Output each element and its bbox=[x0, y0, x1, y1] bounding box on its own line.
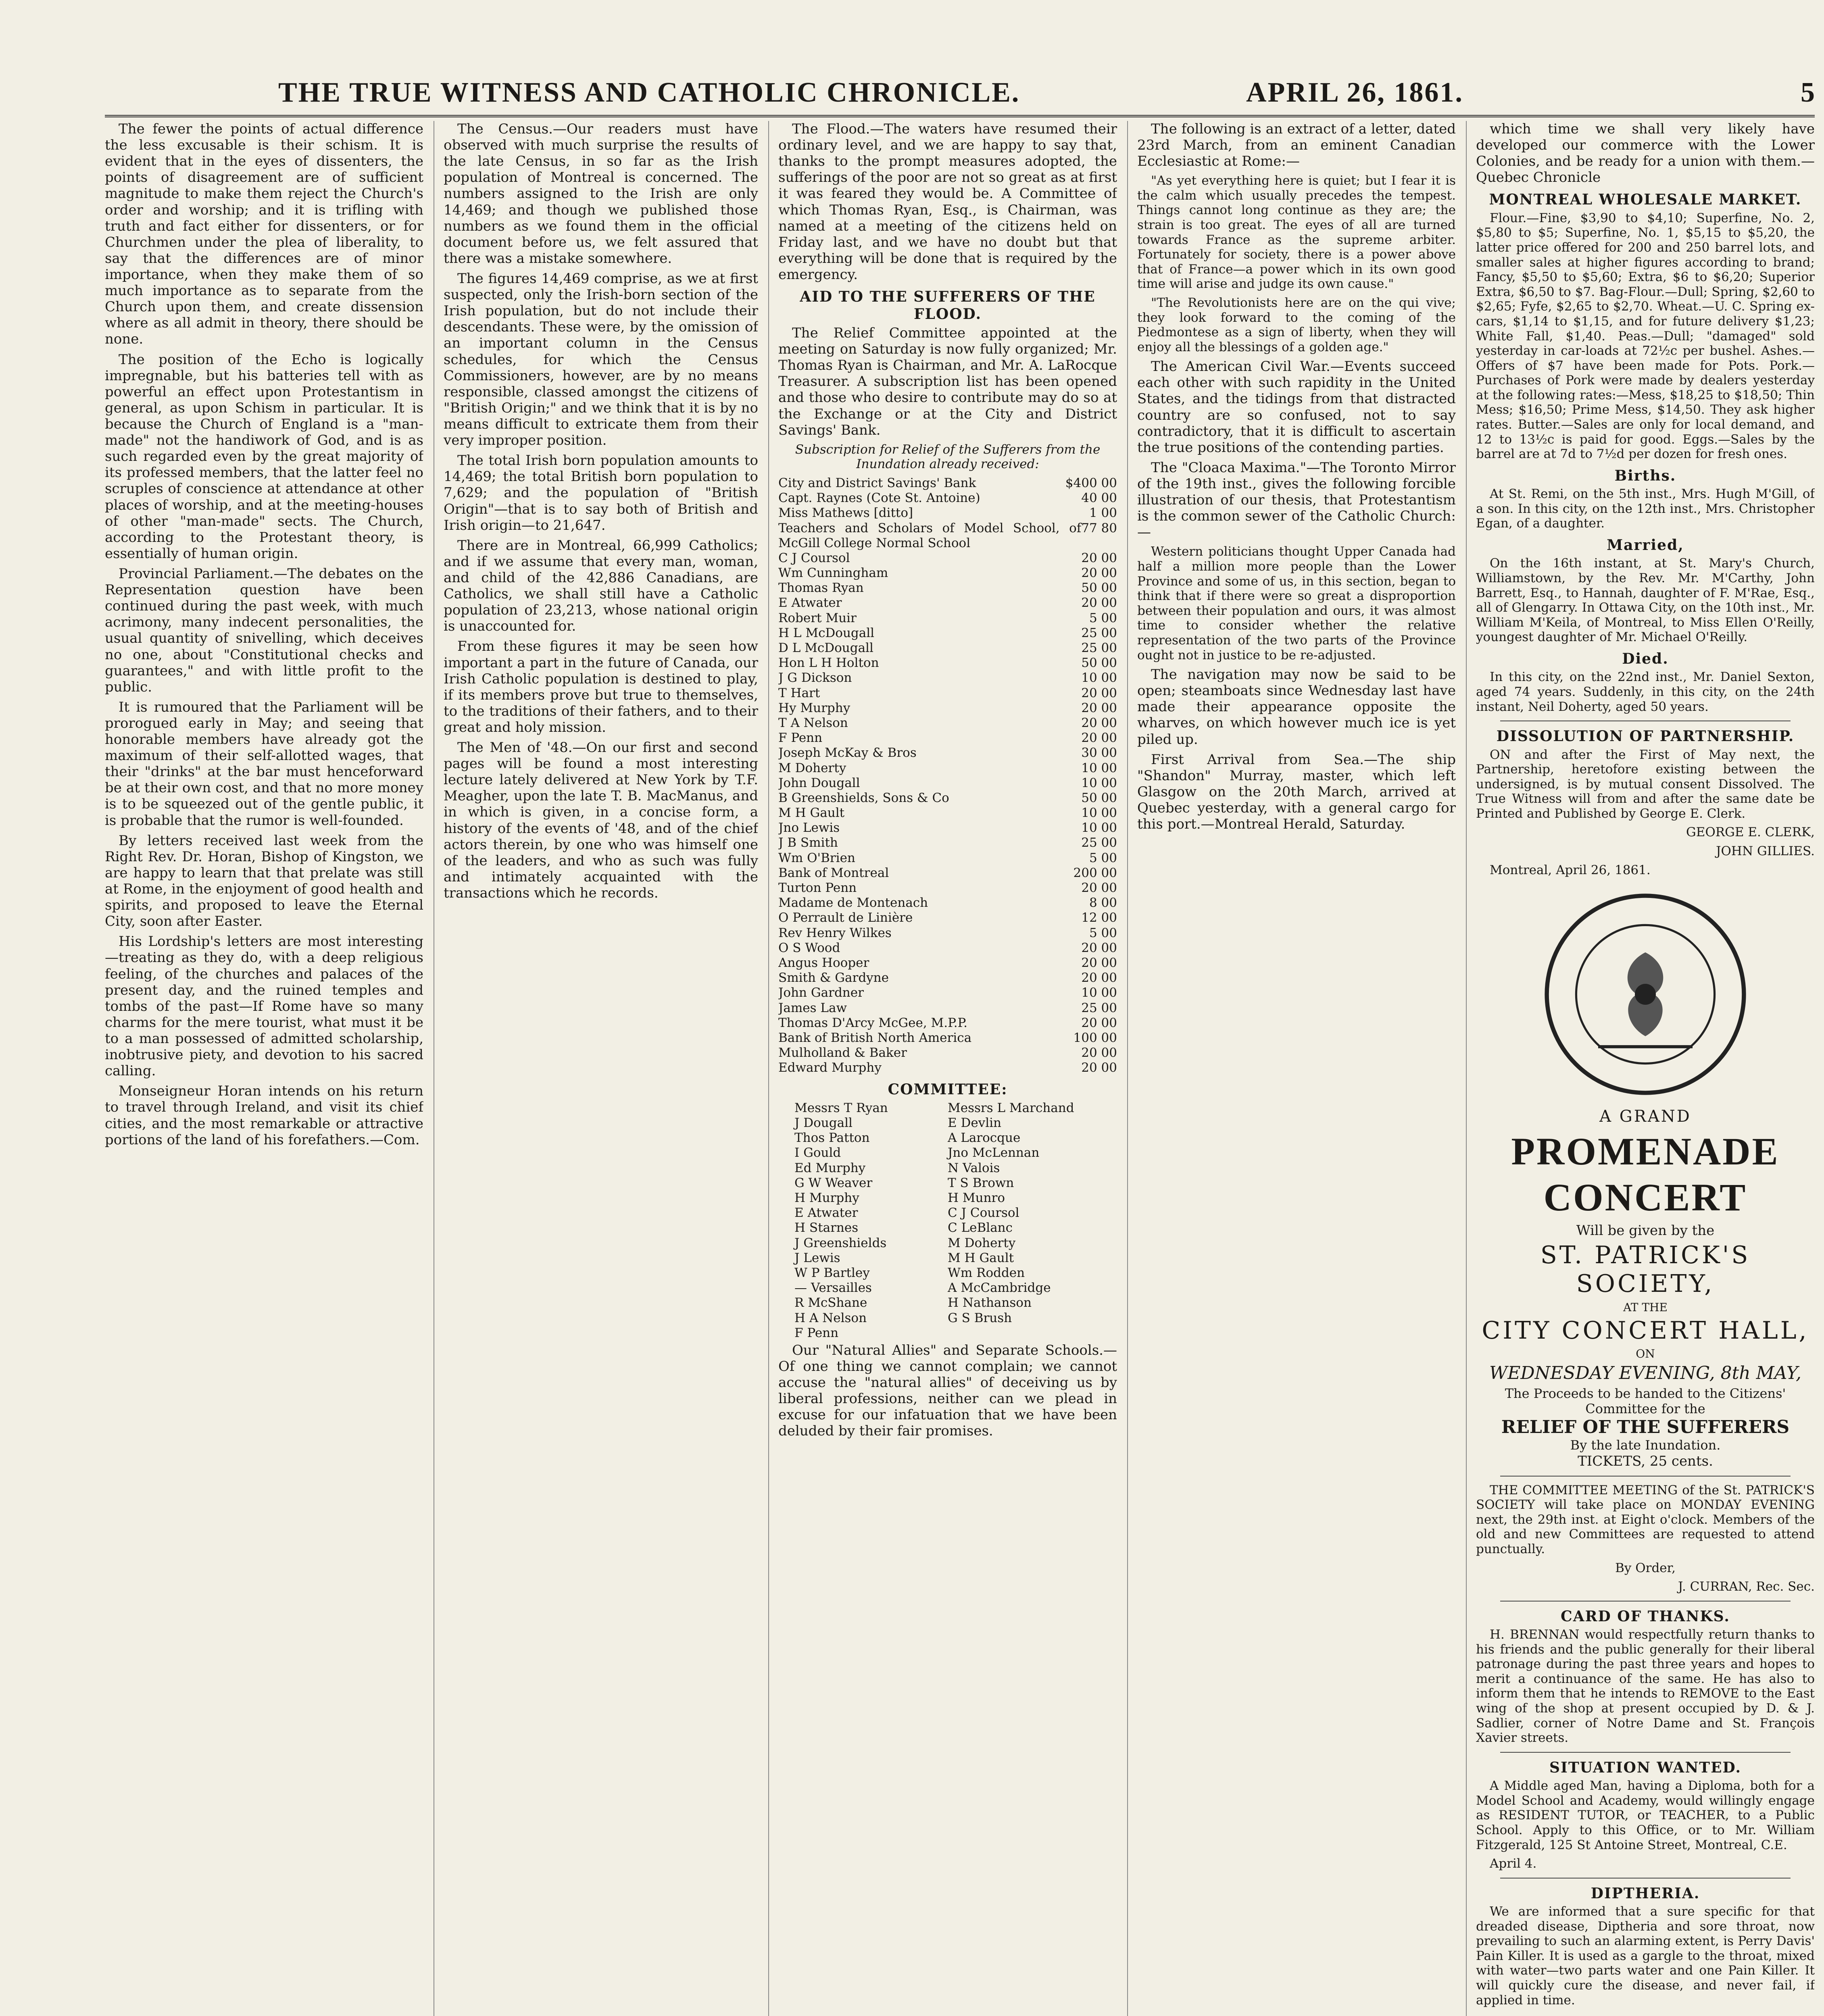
market-report: Flour.—Fine, $3,90 to $4,10; Superfine, No. 2, $5,80 to $5; Superfine, No. 1, $5,15 to $5,20, the latter price offered for 200 and 250 barrel lots, and smaller sales at higher figures according to brand; Fancy, $5,50 to $5,60; Extra, $6 to $6,20; Superior Extra, $6,50 to $7. Bag-Flour.—Dull; Spring, $2,60 to $2,65; Fyfe, $2,65 to $2,70. Wheat.—U. C. Spring ex-cars, $1,14 to $1,15, and for future delivery $1,23; White Fall, $1,40. Peas.—Dull; "damaged" sold yesterday in car-loads at 72½c per bushel. Ashes.—Offers of $7 have been made for Pots. Pork.—Purchases of Pork were made by dealers yesterday at the following rates:—Mess, $18,25 to $18,50; Thin Mess; $16,50; Prime Mess, $14,50. They ask higher rates. Butter.—Sales are only for local demand, and 12 to 13½c is paid for good. Eggs.—Sales by the barrel are at 7d to 7½d per dozen for fresh ones. bbox=[1476, 210, 1815, 462]
column-3 bbox=[778, 121, 1117, 2016]
page-number: 5 bbox=[1801, 77, 1815, 108]
committee-member: W P Bartley bbox=[794, 1265, 870, 1280]
masthead-title: THE TRUE WITNESS AND CATHOLIC CHRONICLE. bbox=[278, 77, 1020, 108]
order-line: By Order, bbox=[1615, 1560, 1676, 1575]
subscription-amount: 50 00 bbox=[1081, 790, 1117, 805]
subscription-amount: 20 00 bbox=[1081, 700, 1117, 715]
subscription-row bbox=[778, 776, 1117, 791]
divider bbox=[1500, 1601, 1791, 1602]
article-paragraph: His Lordship's letters are most interesting—treating as they do, with a deep religious feeling, of the churches and palaces of the present day, and the ruined temples and tombs of the past—If Rome have so many charms for the mere tourist, what must it be to a man possessed of admitted scholarship, inobtrusive piety, and devotion to his sacred calling. bbox=[105, 933, 423, 1079]
column-5 bbox=[1476, 121, 1815, 2016]
subscription-row bbox=[778, 971, 1117, 985]
subscription-row bbox=[778, 956, 1117, 971]
subscription-amount: 100 00 bbox=[1073, 1030, 1117, 1045]
subscription-amount: 40 00 bbox=[1081, 491, 1117, 506]
article-paragraph: The Flood.—The waters have resumed their ordinary level, and we are happy to say that, thanks to the prompt measures adopted, the sufferings of the poor are not so great as at first it was feared they would be. A Committee of which Thomas Ryan, Esq., is Chairman, was named at a meeting of the citizens held on Friday last, and we have no doubt but that everything will be done that is required by the emergency. bbox=[778, 121, 1117, 283]
subscriber-name: E Atwater bbox=[778, 596, 842, 610]
dissolution-heading: DISSOLUTION OF PARTNERSHIP. bbox=[1496, 728, 1795, 745]
concert-tickets: TICKETS, 25 cents. bbox=[1578, 1453, 1713, 1469]
subscription-row bbox=[778, 491, 1117, 506]
article-paragraph: Our "Natural Allies" and Separate Schools.—Of one thing we cannot complain; we cannot accuse the "natural allies" of deceiving us by liberal professions, neither can we plead in excuse for our infatuation that we have been deluded by their fair promises. bbox=[778, 1342, 1117, 1439]
committee-member: J Lewis bbox=[794, 1250, 840, 1265]
subscription-row bbox=[778, 851, 1117, 866]
subscriber-name: D L McDougall bbox=[778, 641, 873, 656]
committee-member: H A Nelson bbox=[794, 1310, 867, 1325]
subscriber-name: Wm O'Brien bbox=[778, 850, 855, 865]
subscription-row bbox=[778, 761, 1117, 776]
article-paragraph: First Arrival from Sea.—The ship "Shandon" Murray, master, which left Glasgow on the 20th March, arrived at Quebec yesterday, with a general cargo for this port.—Montreal Herald, Saturday. bbox=[1137, 751, 1456, 833]
article-paragraph: It is rumoured that the Parliament will be prorogued early in May; and seeing that honorable members have already got the maximum of their self-allotted wages, that their "drinks" at the bar must henceforward be at their own cost, and that no more money is to be squeezed out of the gentle public, it is probable that the rumor is well-founded. bbox=[105, 699, 423, 829]
masthead-rule bbox=[105, 115, 1815, 117]
subscription-row bbox=[778, 476, 1117, 491]
subscription-amount: 8 00 bbox=[1089, 896, 1117, 910]
subscription-amount: 20 00 bbox=[1081, 596, 1117, 610]
births-notice: At St. Remi, on the 5th inst., Mrs. Hugh M'Gill, of a son. In this city, on the 12th inst., Mrs. Christopher Egan, of a daughter. bbox=[1476, 487, 1815, 531]
subscriber-name: Wm Cunningham bbox=[778, 566, 888, 581]
subscription-amount: 30 00 bbox=[1081, 746, 1117, 760]
subscription-row bbox=[778, 985, 1117, 1000]
concert-hall: CITY CONCERT HALL, bbox=[1482, 1316, 1809, 1345]
committee-member: E Devlin bbox=[948, 1116, 1001, 1131]
subscriber-name: Bank of British North America bbox=[778, 1030, 972, 1045]
subscription-row bbox=[778, 941, 1117, 956]
subscriber-name: Capt. Raynes (Cote St. Antoine) bbox=[778, 491, 980, 506]
subscription-row bbox=[778, 701, 1117, 716]
committee-member: Ed Murphy bbox=[794, 1160, 866, 1175]
signature: J. CURRAN, Rec. Sec. bbox=[1678, 1579, 1815, 1594]
committee-member: Messrs T Ryan bbox=[794, 1100, 888, 1115]
committee-meeting-notice: THE COMMITTEE MEETING of the St. PATRICK'S SOCIETY will take place on MONDAY EVENING next, the 29th inst. at Eight o'clock. Members of the old and new Committees are requested to attend punctually. bbox=[1476, 1483, 1815, 1556]
divider bbox=[1500, 1476, 1791, 1477]
article-paragraph: Western politicians thought Upper Canada had half a million more people than the Lower Province and some of us, in this section, began to think that if there were so great a disproportion between their population and ours, it was almost time to consider whether the relative representation of the two parts of the Province ought not in justice to be re-adjusted. bbox=[1137, 544, 1456, 662]
concert-grand: A GRAND bbox=[1599, 1107, 1691, 1126]
subscriber-name: Hy Murphy bbox=[778, 700, 851, 715]
committee-member: G S Brush bbox=[948, 1310, 1012, 1325]
subscription-amount: 25 00 bbox=[1081, 835, 1117, 850]
subscriber-name: F Penn bbox=[778, 731, 823, 746]
subscription-amount: 20 00 bbox=[1081, 566, 1117, 581]
subscriber-name: City and District Savings' Bank bbox=[778, 475, 976, 490]
diptheria-notice: We are informed that a sure specific for that dreaded disease, Diptheria and sore throat, now prevailing to such an alarming extent, is Perry Davis' Pain Killer. It is used as a gargle to the throat, mixed with water—two parts water and one Pain Killer. It will quickly cure the disease, and never fail, if applied in time. bbox=[1476, 1904, 1815, 2008]
subscriber-name: C J Coursol bbox=[778, 550, 850, 565]
subscriber-name: Madame de Montenach bbox=[778, 896, 928, 910]
subscription-amount: 1 00 bbox=[1089, 506, 1117, 521]
subscription-amount: 10 00 bbox=[1081, 821, 1117, 835]
article-paragraph: Provincial Parliament.—The debates on the Representation question have been continued during the past week, with much acrimony, many indecent personalities, the usual quantity of snivelling, which deceives no one, about "Constitutional checks and guarantees," and with little profit to the public. bbox=[105, 565, 423, 695]
article-paragraph: The Relief Committee appointed at the meeting on Saturday is now fully organized; Mr. Thomas Ryan is Chairman, and Mr. A. LaRocque Treasurer. A subscription list has been opened and those who desire to contribute may do so at the Exchange or at the City and District Savings' Bank. bbox=[778, 325, 1117, 438]
committee-member: T S Brown bbox=[948, 1175, 1014, 1190]
committee-member bbox=[948, 1326, 1101, 1341]
subscription-amount: 20 00 bbox=[1081, 1015, 1117, 1030]
subscription-row bbox=[778, 1031, 1117, 1045]
subscriber-name: Miss Mathews [ditto] bbox=[778, 506, 913, 521]
subscription-row bbox=[778, 656, 1117, 671]
subscriber-name: O S Wood bbox=[778, 940, 840, 955]
committee-list bbox=[794, 1101, 1101, 1341]
article-paragraph: The "Cloaca Maxima."—The Toronto Mirror of the 19th inst., gives the following forcible illustration of our thesis, that Protestantism is the common sewer of the Catholic Church:— bbox=[1137, 459, 1456, 541]
subscription-row bbox=[778, 926, 1117, 941]
article-paragraph: The fewer the points of actual difference the less excusable is their schism. It is evident that in the eyes of dissenters, the points of disagreement are of sufficient magnitude to make them reject the Church's order and worship; and it is trifling with truth and fact either for dissenters, or for Churchmen under the plea of liberality, to say that the differences are of minor importance, when they make them of so much importance as to separate from the Church upon them, and create dissension where as all admit in theory, there should be none. bbox=[105, 121, 423, 348]
concert-at: AT THE bbox=[1623, 1300, 1668, 1314]
subscription-row bbox=[778, 671, 1117, 685]
article-paragraph: From these figures it may be seen how important a part in the future of Canada, our Irish Catholic population is destined to play, if its members prove but true to themselves, to the traditions of their fathers, and to their great and holy mission. bbox=[444, 638, 758, 735]
st-patricks-society-seal bbox=[1540, 889, 1750, 1099]
concert-proceeds: The Proceeds to be handed to the Citizens' Committee for the bbox=[1505, 1386, 1786, 1417]
dissolution-notice: ON and after the First of May next, the Partnership, heretofore existing between the undersigned, is by mutual consent Dissolved. The True Witness will from and after the same date be Printed and Published by George E. Clerk. bbox=[1476, 747, 1815, 821]
committee-member: — Versailles bbox=[794, 1281, 872, 1295]
married-heading: Married, bbox=[1607, 536, 1684, 554]
subscription-row bbox=[778, 611, 1117, 626]
subscription-row bbox=[778, 1045, 1117, 1060]
article-paragraph: The position of the Echo is logically impregnable, but his batteries tell with as powerful an effect upon Protestantism in general, as upon Schism in particular. It is because the Church of England is a "man-made" not the handiwork of God, and is as such regarded even by the great majority of its professed members, that the latter feel no scruples of conscience at attendance at other places of worship, and at the meeting-houses of other "man-made" sects. The Church, according to the Protestant theory, is essentially of human origin. bbox=[105, 351, 423, 562]
subscription-amount: 20 00 bbox=[1081, 940, 1117, 955]
notice-date: April 4. bbox=[1490, 1856, 1537, 1871]
subscription-amount: 10 00 bbox=[1081, 760, 1117, 775]
subscription-amount: 50 00 bbox=[1081, 656, 1117, 671]
concert-on: ON bbox=[1636, 1347, 1655, 1361]
situation-heading: SITUATION WANTED. bbox=[1549, 1759, 1741, 1776]
subscription-amount: 12 00 bbox=[1081, 910, 1117, 925]
signature: GEORGE E. CLERK, bbox=[1686, 825, 1815, 840]
subscriber-name: John Dougall bbox=[778, 775, 860, 790]
subscription-amount: 10 00 bbox=[1081, 671, 1117, 685]
subscriber-name: Thomas D'Arcy McGee, M.P.P. bbox=[778, 1015, 967, 1030]
article-paragraph: "The Revolutionists here are on the qui vive; they look forward to the coming of the Piedmontese as a sign of liberty, when they will enjoy all the blessings of a golden age." bbox=[1137, 295, 1456, 354]
subscriber-name: Mulholland & Baker bbox=[778, 1045, 907, 1060]
masthead-date: APRIL 26, 1861. bbox=[1246, 77, 1463, 108]
subscriber-name: Rev Henry Wilkes bbox=[778, 925, 892, 940]
subscription-amount: 25 00 bbox=[1081, 1000, 1117, 1015]
section-heading: AID TO THE SUFFERERS OF THE FLOOD. bbox=[800, 288, 1096, 323]
subscription-amount: 5 00 bbox=[1089, 610, 1117, 625]
committee-member: M Doherty bbox=[948, 1235, 1016, 1250]
died-heading: Died. bbox=[1622, 650, 1669, 667]
column-2 bbox=[444, 121, 758, 2016]
subscription-amount: 10 00 bbox=[1081, 985, 1117, 1000]
subscription-row bbox=[778, 821, 1117, 835]
concert-date: WEDNESDAY EVENING, 8th MAY, bbox=[1489, 1363, 1802, 1384]
subscription-row bbox=[778, 1060, 1117, 1075]
masthead bbox=[105, 69, 1823, 113]
article-paragraph: which time we shall very likely have developed our commerce with the Lower Colonies, and be ready for a union with them.—Quebec Chronicle bbox=[1476, 121, 1815, 186]
subscription-amount: 20 00 bbox=[1081, 1045, 1117, 1060]
column-1 bbox=[105, 121, 423, 2016]
subscriber-name: Turton Penn bbox=[778, 881, 857, 896]
subscriber-name: J B Smith bbox=[778, 835, 838, 850]
committee-member: Wm Rodden bbox=[948, 1265, 1025, 1280]
subscriber-name: James Law bbox=[778, 1000, 847, 1015]
committee-member: J Dougall bbox=[794, 1116, 853, 1131]
subscription-amount: 20 00 bbox=[1081, 685, 1117, 700]
committee-member: H Murphy bbox=[794, 1191, 859, 1206]
article-paragraph: The navigation may now be said to be open; steamboats since Wednesday last have made their appearance opposite the wharves, on which however much ice is yet piled up. bbox=[1137, 666, 1456, 748]
subscription-list bbox=[778, 476, 1117, 1076]
subscription-row bbox=[778, 596, 1117, 610]
article-paragraph: The figures 14,469 comprise, as we at first suspected, only the Irish-born section of the Irish population, but do not include their descendants. These were, by the omission of an important column in the Census schedules, for which the Census Commissioners, however, are by no means responsible, classed amongst the citizens of "British Origin;" and we think that it is by no means difficult to extricate them from their very improper position. bbox=[444, 270, 758, 449]
subscription-row bbox=[778, 521, 1117, 551]
subscription-amount: 20 00 bbox=[1081, 881, 1117, 896]
committee-heading: COMMITTEE: bbox=[888, 1081, 1008, 1098]
column-divider bbox=[768, 121, 769, 2016]
subscriber-name: H L McDougall bbox=[778, 625, 875, 640]
subscriber-name: Thomas Ryan bbox=[778, 581, 864, 596]
subscriber-name: Joseph McKay & Bros bbox=[778, 746, 917, 760]
subscription-amount: 20 00 bbox=[1081, 550, 1117, 565]
subscription-row bbox=[778, 641, 1117, 656]
committee-member: J Greenshields bbox=[794, 1235, 887, 1250]
thanks-heading: CARD OF THANKS. bbox=[1561, 1608, 1730, 1625]
subscription-row bbox=[778, 746, 1117, 760]
subscriber-name: T Hart bbox=[778, 685, 820, 700]
subscription-row bbox=[778, 731, 1117, 746]
subscription-row bbox=[778, 581, 1117, 596]
diptheria-heading: DIPTHERIA. bbox=[1591, 1885, 1700, 1902]
concert-given: Will be given by the bbox=[1576, 1222, 1715, 1239]
subscriber-name: Jno Lewis bbox=[778, 821, 840, 835]
subscriber-name: T A Nelson bbox=[778, 715, 848, 730]
committee-member: C LeBlanc bbox=[948, 1220, 1013, 1235]
subscriber-name: Hon L H Holton bbox=[778, 656, 879, 671]
article-paragraph: The Men of '48.—On our first and second pages will be found a most interesting lecture lately delivered at New York by T.F. Meagher, upon the late T. B. MacManus, and in which is given, in a concise form, a history of the events of '48, and of the chief actors therein, by one who was himself one of the leaders, and who as such was fully and intimately acquainted with the transactions which he records. bbox=[444, 739, 758, 902]
committee-member: H Nathanson bbox=[948, 1295, 1032, 1310]
subscriber-name: Edward Murphy bbox=[778, 1060, 882, 1075]
subscriber-name: John Gardner bbox=[778, 985, 864, 1000]
subscriber-name: J G Dickson bbox=[778, 671, 852, 685]
committee-member: I Gould bbox=[794, 1145, 841, 1160]
concert-by: By the late Inundation. bbox=[1570, 1437, 1721, 1453]
article-paragraph: By letters received last week from the Right Rev. Dr. Horan, Bishop of Kingston, we are happy to learn that that prelate was still at Rome, in the enjoyment of good health and spirits, and proposed to leave the Eternal City, soon after Easter. bbox=[105, 832, 423, 930]
concert-relief: RELIEF OF THE SUFFERERS bbox=[1501, 1416, 1790, 1437]
committee-member: H Starnes bbox=[794, 1220, 859, 1235]
subscription-row bbox=[778, 910, 1117, 925]
subscription-row bbox=[778, 506, 1117, 521]
committee-member: F Penn bbox=[794, 1325, 839, 1340]
divider bbox=[1500, 1878, 1791, 1879]
subscription-amount: 20 00 bbox=[1081, 971, 1117, 985]
subscription-amount: 20 00 bbox=[1081, 715, 1117, 730]
column-divider bbox=[1466, 121, 1467, 2016]
divider bbox=[1500, 1752, 1791, 1753]
signature: JOHN GILLIES. bbox=[1716, 844, 1815, 859]
subscription-row bbox=[778, 716, 1117, 731]
subscription-amount: 20 00 bbox=[1081, 955, 1117, 970]
committee-member: H Munro bbox=[948, 1191, 1005, 1206]
concert-title: PROMENADE CONCERT bbox=[1511, 1130, 1780, 1219]
committee-member: G W Weaver bbox=[794, 1175, 873, 1190]
subscription-row bbox=[778, 806, 1117, 821]
committee-member: E Atwater bbox=[794, 1206, 858, 1220]
committee-member: R McShane bbox=[794, 1295, 867, 1310]
subscription-amount: 10 00 bbox=[1081, 806, 1117, 821]
article-paragraph: "As yet everything here is quiet; but I fear it is the calm which usually precedes the tempest. Things cannot long continue as they are; the strain is too great. The eyes of all are turned towards France as the supreme arbiter. Fortunately for society, there is a power above that of France—a power which in its own good time will arise and judge its own cause." bbox=[1137, 173, 1456, 292]
subscription-row bbox=[778, 566, 1117, 581]
subscription-amount: 5 00 bbox=[1089, 850, 1117, 865]
situation-notice: A Middle aged Man, having a Diploma, both for a Model School and Academy, would willingly engage as RESIDENT TUTOR, or TEACHER, to a Public School. Apply to this Office, or to Mr. William Fitzgerald, 125 St Antoine Street, Montreal, C.E. bbox=[1476, 1779, 1815, 1852]
market-heading: MONTREAL WHOLESALE MARKET. bbox=[1489, 191, 1802, 208]
subscriber-name: M Doherty bbox=[778, 760, 846, 775]
committee-member: M H Gault bbox=[948, 1250, 1014, 1265]
subscription-row bbox=[778, 791, 1117, 806]
subscription-amount: 25 00 bbox=[1081, 641, 1117, 656]
subscription-row bbox=[778, 686, 1117, 701]
committee-member: N Valois bbox=[948, 1160, 1000, 1175]
subscription-amount: 77 80 bbox=[1081, 521, 1117, 535]
committee-member: C J Coursol bbox=[948, 1206, 1019, 1220]
subscriber-name: O Perrault de Linière bbox=[778, 910, 913, 925]
subscription-amount: 200 00 bbox=[1073, 865, 1117, 880]
subscription-row bbox=[778, 896, 1117, 910]
subscriber-name: M H Gault bbox=[778, 806, 845, 821]
concert-society: ST. PATRICK'S SOCIETY, bbox=[1540, 1241, 1751, 1298]
subscription-amount: 20 00 bbox=[1081, 1060, 1117, 1075]
column-4 bbox=[1137, 121, 1456, 2016]
article-paragraph: The American Civil War.—Events succeed each other with such rapidity in the United States, and the tidings from that distracted country are so confused, not to say contradictory, that it is difficult to ascertain the true positions of the contending parties. bbox=[1137, 358, 1456, 456]
births-heading: Births. bbox=[1614, 467, 1676, 484]
subscription-row bbox=[778, 1016, 1117, 1031]
article-paragraph: There are in Montreal, 66,999 Catholics; and if we assume that every man, woman, and child of the 42,886 Canadians, are Catholics, we shall still have a Catholic population of 23,213, whose national origin is unaccounted for. bbox=[444, 537, 758, 635]
subscriber-name: Robert Muir bbox=[778, 610, 857, 625]
subscription-amount: 50 00 bbox=[1081, 581, 1117, 596]
article-paragraph: Monseigneur Horan intends on his return to travel through Ireland, and visit its chief cities, and the most remarkable or attractive portions of the land of his forefathers.—Com. bbox=[105, 1083, 423, 1148]
subscription-row bbox=[778, 866, 1117, 881]
subscription-amount: 10 00 bbox=[1081, 775, 1117, 790]
article-paragraph: The total Irish born population amounts to 14,469; the total British born population to 7,629; and the population of "British Origin"—that is to say both of British and Irish origin—to 21,647. bbox=[444, 452, 758, 533]
married-notice: On the 16th instant, at St. Mary's Church, Williamstown, by the Rev. Mr. M'Carthy, John Barrett, Esq., to Hannah, daughter of F. M'Rae, Esq., all of Glengarry. In Ottawa City, on the 10th inst., Mr. William M'Keila, of Montreal, to Miss Ellen O'Reilly, youngest daughter of Mr. Michael O'Reilly. bbox=[1476, 556, 1815, 645]
subscription-row bbox=[778, 835, 1117, 850]
committee-member: Jno McLennan bbox=[948, 1145, 1040, 1160]
committee-member: A McCambridge bbox=[948, 1281, 1051, 1295]
subscription-row bbox=[778, 1001, 1117, 1016]
committee-member: Messrs L Marchand bbox=[948, 1100, 1074, 1115]
committee-member: Thos Patton bbox=[794, 1131, 870, 1145]
subscription-amount: $400 00 bbox=[1065, 475, 1117, 490]
thanks-notice: H. BRENNAN would respectfully return thanks to his friends and the public generally for their liberal patronage during the past three years and hopes to merit a continuance of the same. He has also to inform them that he intends to REMOVE to the East wing of the shop at present occupied by D. & J. Sadlier, corner of Notre Dame and St. François Xavier streets. bbox=[1476, 1627, 1815, 1745]
subscription-title: Subscription for Relief of the Sufferers from the Inundation already received: bbox=[795, 442, 1101, 472]
subscriber-name: Bank of Montreal bbox=[778, 865, 889, 880]
subscriber-name: Smith & Gardyne bbox=[778, 971, 889, 985]
article-paragraph: The Census.—Our readers must have observed with much surprise the results of the late Census, in so far as the Irish population of Montreal is concerned. The numbers assigned to the Irish are only 14,469; and though we published those numbers as we found them in the official document before us, we felt assured that there was a mistake somewhere. bbox=[444, 121, 758, 267]
committee-member: A Larocque bbox=[948, 1131, 1021, 1145]
subscription-amount: 25 00 bbox=[1081, 625, 1117, 640]
subscription-amount: 20 00 bbox=[1081, 731, 1117, 746]
column-divider bbox=[1127, 121, 1128, 2016]
subscription-row bbox=[778, 626, 1117, 641]
subscription-row bbox=[778, 551, 1117, 566]
subscription-row bbox=[778, 881, 1117, 896]
died-notice: In this city, on the 22nd inst., Mr. Daniel Sexton, aged 74 years. Suddenly, in this city, on the 24th instant, Neil Doherty, aged 50 years. bbox=[1476, 670, 1815, 714]
article-paragraph: The following is an extract of a letter, dated 23rd March, from an eminent Canadian Ecclesiastic at Rome:— bbox=[1137, 121, 1456, 170]
subscriber-name: B Greenshields, Sons & Co bbox=[778, 790, 949, 805]
subscriber-name: Angus Hooper bbox=[778, 955, 869, 970]
notice-date: Montreal, April 26, 1861. bbox=[1490, 862, 1651, 877]
subscriber-name: Teachers and Scholars of Model School, of McGill College Normal School bbox=[778, 521, 1082, 550]
subscription-amount: 5 00 bbox=[1089, 925, 1117, 940]
